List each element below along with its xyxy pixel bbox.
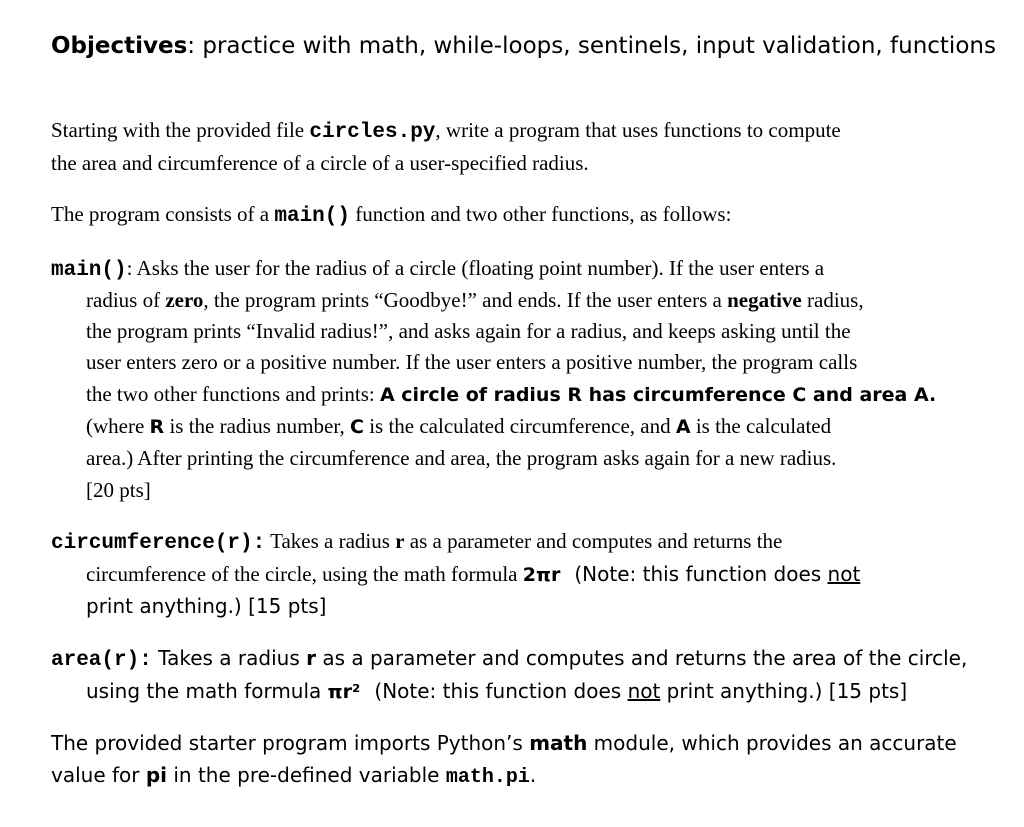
- main-code-inline: main(): [274, 205, 350, 228]
- pi-bold: pi: [145, 763, 168, 787]
- consists-line: [51, 202, 731, 228]
- main-line-6: [86, 414, 831, 439]
- main-text-6d: is the calculated: [690, 414, 832, 438]
- negative-bold: negative: [727, 288, 802, 312]
- math-pi-code: math.pi: [445, 766, 530, 789]
- main-text-4: user enters zero or a positive number. If the user enters a positive number, the program calls: [86, 350, 858, 374]
- area-text-1b: as a parameter and computes and returns the area of the circle,: [315, 646, 968, 670]
- area-line-2: [86, 679, 907, 703]
- main-text-3: the program prints “Invalid radius!”, and asks again for a radius, and keeps asking until the: [86, 319, 851, 343]
- main-text-1: : Asks the user for the radius of a circle (floating point number). If the user enters a: [126, 256, 825, 280]
- circ-line-1: [51, 529, 782, 555]
- circ-text-1b: as a parameter and computes and returns the: [404, 529, 783, 553]
- circ-text-3: print anything.) [15 pts]: [86, 594, 327, 618]
- circ-text-1a: Takes a radius: [265, 529, 396, 553]
- intro-text-1: Starting with the provided file: [51, 118, 310, 142]
- main-text-7: area.) After printing the circumference and area, the program asks again for a new radius.: [86, 446, 837, 470]
- area-formula: πr²: [327, 681, 361, 703]
- objectives-line: [51, 33, 996, 59]
- area-text-2a: using the math formula: [86, 679, 328, 703]
- main-line-5: [86, 382, 936, 407]
- A-bold: A: [675, 416, 691, 438]
- footer-text-1a: The provided starter program imports Python’s: [51, 731, 530, 755]
- intro-line-2: [51, 151, 589, 176]
- main-line-4: [86, 350, 857, 375]
- area-r-bold: r: [306, 646, 316, 670]
- area-line-1: [51, 646, 967, 672]
- intro-text-3: the area and circumference of a circle of a user-specified radius.: [51, 151, 589, 175]
- area-not-underlined: not: [627, 679, 661, 703]
- footer-text-2c: .: [529, 763, 537, 787]
- footer-line-1: [51, 731, 957, 755]
- footer-text-2b: in the pre-defined variable: [167, 763, 446, 787]
- main-text-6c: is the calculated circumference, and: [363, 414, 676, 438]
- circ-note: (Note: this function does: [574, 562, 828, 586]
- intro-text-2: , write a program that uses functions to compute: [435, 118, 841, 142]
- main-line-2: [86, 288, 864, 313]
- footer-text-2a: value for: [51, 763, 146, 787]
- area-text-1a: Takes a radius: [151, 646, 307, 670]
- circ-line-3: [86, 594, 326, 618]
- circ-text-2a: circumference of the circle, using the math formula: [86, 562, 523, 586]
- circ-formula: 2πr: [522, 564, 561, 586]
- area-text-2c: print anything.) [15 pts]: [660, 679, 908, 703]
- main-line-7: [86, 446, 836, 471]
- output-format-bold: A circle of radius R has circumference C and area A.: [379, 384, 937, 406]
- math-bold: math: [529, 731, 588, 755]
- R-bold: R: [149, 416, 165, 438]
- circ-not-underlined: not: [827, 562, 861, 586]
- area-note: (Note: this function does: [374, 679, 628, 703]
- filename-code: circles.py: [309, 121, 436, 144]
- objectives-text: : practice with math, while-loops, sentinels, input validation, functions: [187, 33, 996, 59]
- main-text-2a: radius of: [86, 288, 166, 312]
- main-line-3: [86, 319, 851, 344]
- consists-text-1: The program consists of a: [51, 202, 275, 226]
- main-text-5a: the two other functions and prints:: [86, 382, 380, 406]
- main-points: [20 pts]: [86, 478, 151, 502]
- footer-text-1b: module, which provides an accurate: [587, 731, 957, 755]
- area-signature: area(r):: [51, 649, 152, 672]
- main-text-6a: (where: [86, 414, 150, 438]
- C-bold: C: [349, 416, 364, 438]
- circ-line-2: [86, 562, 860, 587]
- circumference-signature: circumference(r):: [51, 532, 266, 555]
- zero-bold: zero: [165, 288, 204, 312]
- consists-text-2: function and two other functions, as follows:: [350, 202, 732, 226]
- main-text-6b: is the radius number,: [164, 414, 350, 438]
- main-signature: main(): [51, 259, 127, 282]
- main-line-1: [51, 256, 824, 282]
- intro-line-1: [51, 118, 841, 144]
- main-text-2b: , the program prints “Goodbye!” and ends. If the user enters a: [203, 288, 728, 312]
- r-bold: r: [395, 529, 405, 553]
- objectives-label: Objectives: [51, 33, 188, 59]
- main-text-2c: radius,: [801, 288, 864, 312]
- footer-line-2: [51, 763, 536, 789]
- main-line-8: [86, 478, 151, 503]
